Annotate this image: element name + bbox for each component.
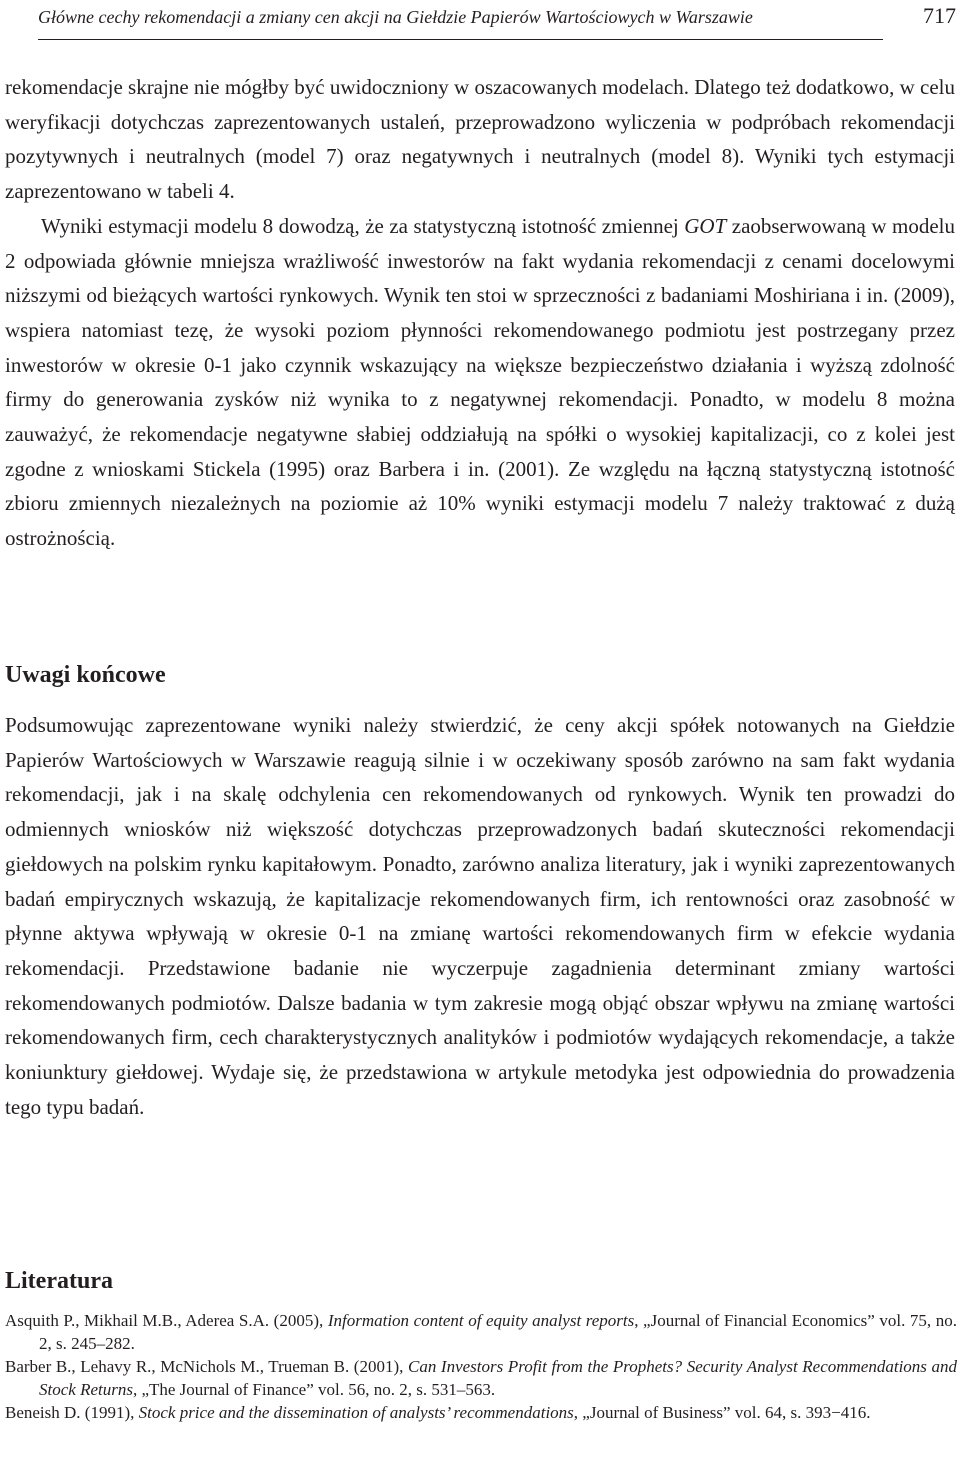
paragraph-model-8-results (5, 209, 955, 556)
variable-got: GOT (684, 213, 727, 238)
reference-list (5, 1310, 957, 1426)
results-discussion-section (5, 70, 955, 556)
paragraph-conclusions: Podsumowując zaprezentowane wyniki należy stwierdzić, że ceny akcji spółek notowanych na Giełdzie Papierów Wartościowych w Warszawie reagują silnie i w oczekiwany sposób zarówno na sam fakt wydania rekomendacji, jak i na skalę odchylenia cen rekomendowanych od rynkowych. Wynik ten prowadzi do odmiennych wniosków niż większość dotychczas przeprowadzonych badań skuteczności rekomendacji giełdowych na polskim rynku kapitałowym. Ponadto, zarówno analiza literatury, jak i wyniki zaprezentowanych badań empirycznych wskazują, że kapitalizacje rekomendowanych firm, ich rentowności oraz zasobność w płynne aktywa wpływają w okresie 0-1 na zmianę wartości rekomendowanych firm w efekcie wydania rekomendacji. Przedstawione badanie nie wyczerpuje zagadnienia determinant zmiany wartości rekomendowanych podmiotów. Dalsze badania w tym zakresie mogą objąć obszar wpływu na zmianę wartości rekomendowanych firm, cech charakterystycznych analityków i podmiotów wydających rekomendacje, a także koniunktury giełdowej. Wydaje się, że przedstawiona w artykule metodyka jest odpowiednia do prowadzenia tego typu badań. (5, 713, 955, 1119)
running-title: Główne cechy rekomendacji a zmiany cen akcji na Giełdzie Papierów Wartościowych w Warszawie (38, 7, 753, 27)
reference-item (5, 1356, 957, 1401)
paragraph-continuation: rekomendacje skrajne nie mógłby być uwidoczniony w oszacowanych modelach. Dlatego też dodatkowo, w celu weryfikacji dotychczas zaprezentowanych ustaleń, przeprowadzono wyliczenia w podpróbach rekomendacji pozytywnych i neutralnych (model 7) oraz negatywnych i neutralnych (model 8). Wyniki tych estymacji zaprezentowano w tabeli 4. (5, 75, 955, 204)
reference-authors: Beneish D. (1991), (5, 1403, 139, 1422)
conclusions-section (5, 708, 955, 1124)
section-heading-conclusions: Uwagi końcowe (5, 662, 166, 688)
reference-item (5, 1310, 957, 1355)
reference-title: Can Investors Profit from the Prophets? Security Analyst Recommendations and Stock Returns (39, 1357, 957, 1399)
reference-source: , „Journal of Business” vol. 64, s. 393−416. (573, 1403, 871, 1422)
reference-authors: Asquith P., Mikhail M.B., Aderea S.A. (2005), (5, 1311, 328, 1330)
reference-source: , „Journal of Financial Economics” vol. 75, no. 2, s. 245–282. (39, 1311, 957, 1353)
page-number: 717 (923, 3, 956, 28)
header-divider (38, 39, 883, 40)
reference-authors: Barber B., Lehavy R., McNichols M., Trueman B. (2001), (5, 1357, 408, 1376)
reference-title: Information content of equity analyst reports (327, 1311, 635, 1330)
section-heading-literature: Literatura (5, 1268, 113, 1294)
reference-title: Stock price and the dissemination of analysts’ recommendations (138, 1403, 574, 1422)
paragraph-text-start: Wyniki estymacji modelu 8 dowodzą, że za statystyczną istotność zmiennej (41, 213, 685, 238)
reference-source: , „The Journal of Finance” vol. 56, no. 2, s. 531–563. (132, 1379, 496, 1399)
running-header (38, 2, 956, 34)
paragraph-text-end: zaobserwowaną w modelu 2 odpowiada głównie mniejsza wrażliwość inwestorów na fakt wydania rekomendacji z cenami docelowymi niższymi od bieżących wartości rynkowych. Wynik ten stoi w sprzeczności z badaniami Moshiriana i in. (2009), wspiera natomiast tezę, że wysoki poziom płynności rekomendowanego podmiotu jest postrzegany przez inwestorów w okresie 0-1 jako czynnik wskazujący na większe bezpieczeństwo działania i wyższą zdolność firmy do generowania zysków niż wynika to z negatywnej rekomendacji. Ponadto, w modelu 8 można zauważyć, że rekomendacje negatywne słabiej oddziałują na spółki o wysokiej kapitalizacji, co z kolei jest zgodne z wnioskami Stickela (1995) oraz Barbera i in. (2001). Ze względu na łączną statystyczną istotność zbioru zmiennych niezależnych na poziomie aż 10% wyniki estymacji modelu 7 należy traktować z dużą ostrożnością. (5, 213, 955, 551)
reference-item (5, 1402, 957, 1425)
